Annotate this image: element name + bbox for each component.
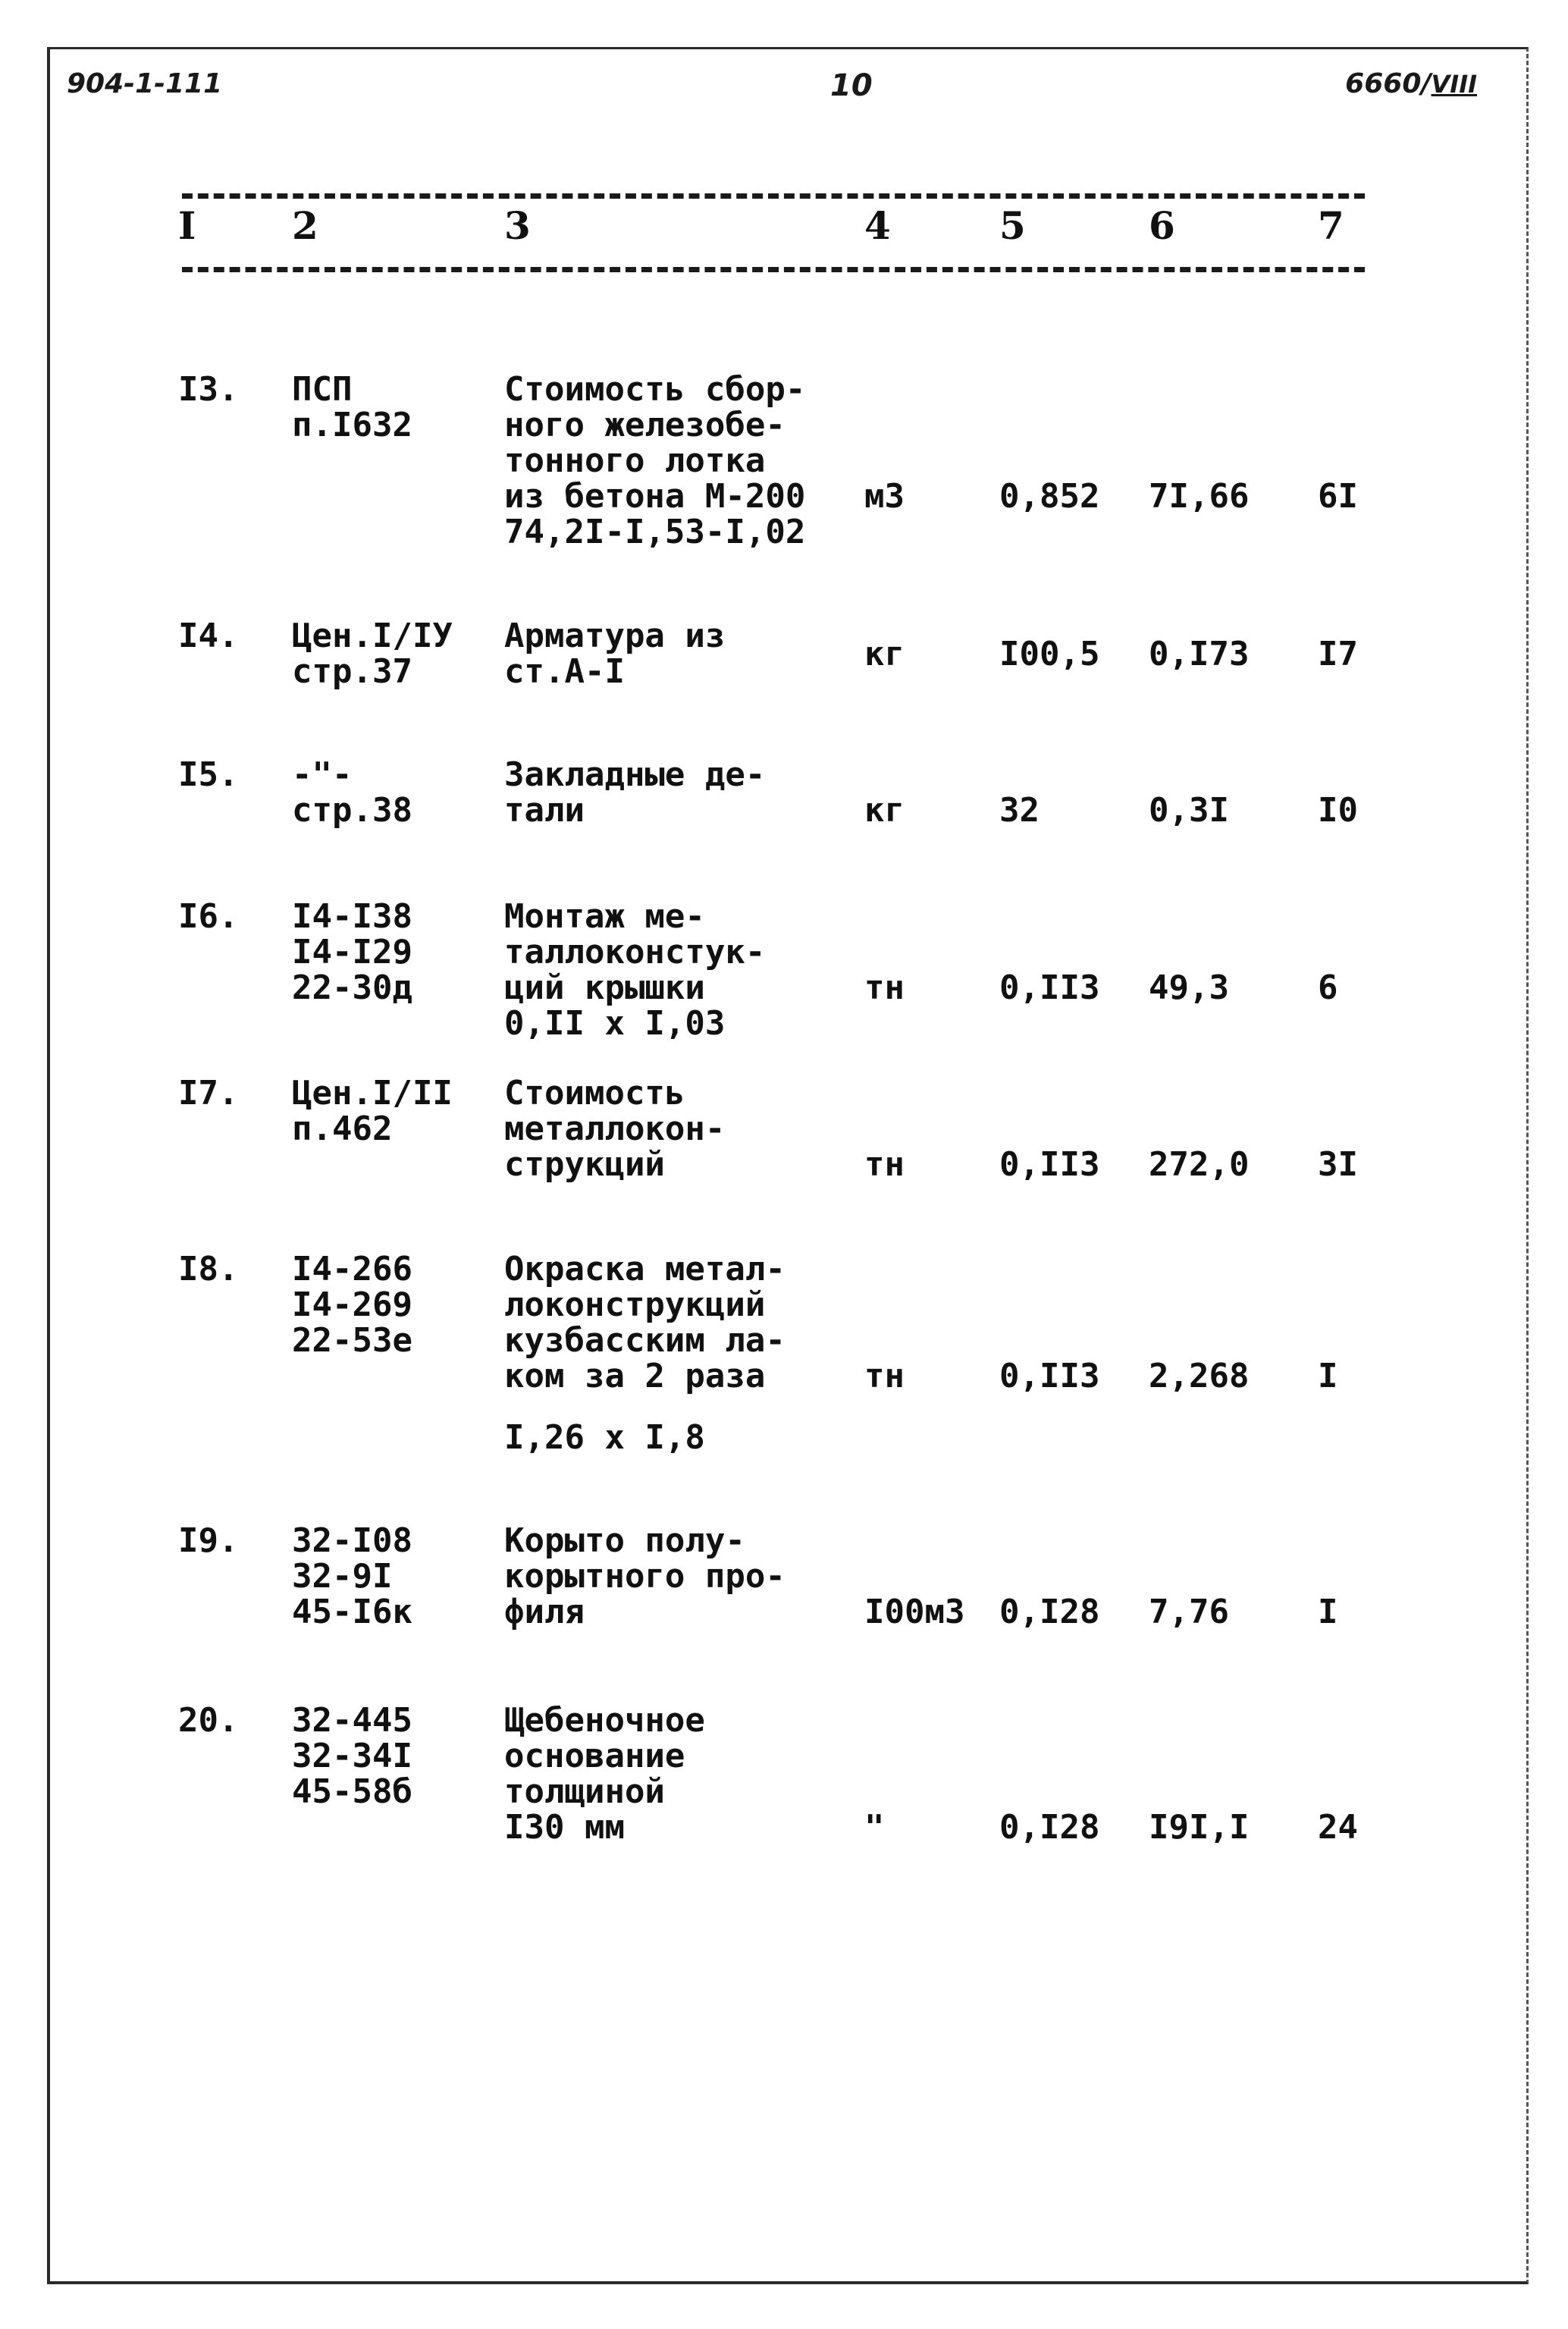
row-number: 20. [178,1701,239,1740]
column-header-3: 3 [504,203,531,248]
row-number: I9. [178,1521,239,1560]
row-unit: м3 [864,477,905,516]
row-unit-price: 272,0 [1149,1145,1250,1184]
row-unit-price: I9I,I [1149,1808,1250,1847]
column-header-2: 2 [292,203,318,248]
row-reference: -"- стр.38 [292,755,412,830]
row-quantity: 0,I28 [999,1593,1100,1631]
row-unit: тн [864,1145,905,1184]
row-reference: Цен.I/II п.462 [292,1074,453,1148]
sheet-number [1345,68,1477,99]
row-number: I7. [178,1074,239,1113]
row-unit: I00м3 [864,1593,965,1631]
row-unit-price: 7I,66 [1149,477,1250,516]
column-header-1: I [178,203,196,248]
row-total: 3I [1318,1145,1358,1184]
row-number: I3. [178,370,239,409]
row-total: 6I [1318,477,1358,516]
header-top-rule [182,193,1365,199]
row-unit-price: 0,3I [1149,791,1229,830]
row-reference: 32-445 32-34I 45-58б [292,1701,412,1811]
row-total: I [1318,1593,1338,1631]
row-reference: 32-I08 32-9I 45-I6к [292,1521,412,1631]
row-total: 6 [1318,968,1338,1007]
row-quantity: 0,II3 [999,1357,1100,1395]
row-total: I [1318,1357,1338,1395]
page-number: 10 [830,68,873,103]
row-reference: Цен.I/IУ стр.37 [292,617,453,691]
row-total: I0 [1318,791,1358,830]
column-header-5: 5 [999,203,1026,248]
row-quantity: 0,852 [999,477,1100,516]
row-extra-formula: I,26 x I,8 [504,1418,705,1457]
row-quantity: 0,II3 [999,1145,1100,1184]
row-total: I7 [1318,634,1358,673]
row-quantity: 0,I28 [999,1808,1100,1847]
row-reference: I4-I38 I4-I29 22-30д [292,897,412,1007]
row-unit: кг [864,791,905,830]
row-description: Стоимость сбор- ного железобе- тонного лотка из бетона М-200 74,2I-I,53-I,02 [504,370,806,551]
row-description: Окраска метал- локонструкций кузбасским ла- ком за 2 раза [504,1250,786,1395]
row-number: I8. [178,1250,239,1288]
column-header-4: 4 [864,203,891,248]
row-unit-price: 49,3 [1149,968,1229,1007]
row-quantity: 0,II3 [999,968,1100,1007]
row-unit: тн [864,968,905,1007]
row-quantity: 32 [999,791,1040,830]
row-unit: кг [864,634,905,673]
row-description: Корыто полу- корытного про- филя [504,1521,786,1631]
row-number: I4. [178,617,239,655]
row-description: Щебеночное основание толщиной I30 мм [504,1701,705,1847]
column-header-7: 7 [1318,203,1344,248]
row-description: Стоимость металлокон- струкций [504,1074,726,1184]
document-code: 904-1-111 [67,68,223,99]
row-reference: I4-266 I4-269 22-53е [292,1250,412,1360]
row-total: 24 [1318,1808,1358,1847]
sheet-number-suffix: VIII [1431,70,1477,99]
row-number: I5. [178,755,239,794]
row-unit-price: 2,268 [1149,1357,1250,1395]
row-unit-price: 7,76 [1149,1593,1229,1631]
row-unit-price: 0,I73 [1149,634,1250,673]
header-bottom-rule [182,267,1365,272]
row-reference: ПСП п.I632 [292,370,412,444]
row-unit: " [864,1808,885,1847]
row-description: Закладные де- тали [504,755,766,830]
column-header-6: 6 [1149,203,1175,248]
row-unit: тн [864,1357,905,1395]
row-description: Монтаж ме- таллоконстук- ций крышки 0,II x I,03 [504,897,766,1043]
sheet-number-main: 6660/ [1345,68,1432,99]
row-quantity: I00,5 [999,634,1100,673]
row-description: Арматура из ст.А-I [504,617,726,691]
row-number: I6. [178,897,239,936]
